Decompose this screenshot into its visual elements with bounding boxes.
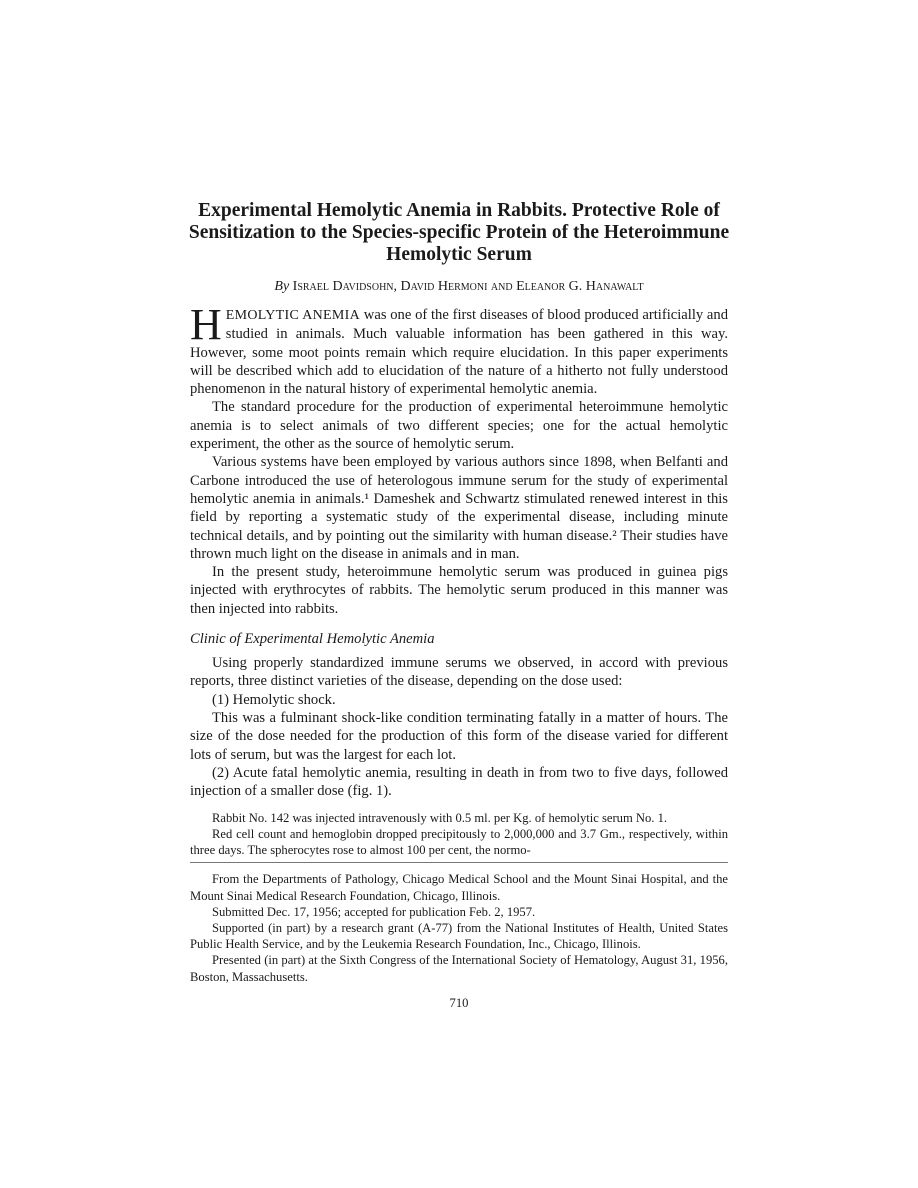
article-body [190, 300, 728, 1011]
paragraph: In the present study, heteroimmune hemolytic serum was produced in guinea pigs injected with erythrocytes of rabbits. The hemolytic serum produced in this manner was then injected into rabbits. [190, 564, 728, 617]
paragraph: (2) Acute fatal hemolytic anemia, resulting in death in from two to five days, followed injection of a smaller dose (fig. 1). [190, 764, 728, 800]
case-paragraph: Red cell count and hemoglobin dropped precipitously to 2,000,000 and 3.7 Gm., respectively, within three days. The spherocytes rose to almost 100 per cent, the normo- [190, 827, 728, 858]
byline-prefix: By [274, 279, 290, 294]
section-heading: Clinic of Experimental Hemolytic Anemia [190, 631, 435, 648]
page-number: 710 [449, 995, 469, 1010]
article-title: Experimental Hemolytic Anemia in Rabbits. Protective Role of Sensitization to the Species-specific Protein of the Heteroimmune Hemolytic Serum [188, 200, 730, 265]
paragraph: The standard procedure for the production of experimental heteroimmune hemolytic anemia is to select animals of two different species; one for the actual hemolytic experiment, the other as the source of hemolytic serum. [190, 399, 728, 453]
footnote: Supported (in part) by a research grant (A-77) from the National Institutes of Health, United States Public Health Service, and by the Leukemia Research Foundation, Inc., Chicago, Illinois. [190, 921, 728, 952]
paragraph: Various systems have been employed by various authors since 1898, when Belfanti and Carbone introduced the use of heterologous immune serum for the study of experimental hemolytic anemia in animals.¹ Dameshek and Schwartz stimulated renewed interest in this field by reporting a systematic study of the experimental disease, including minute technical details, and by pointing out the similarity with human disease.² Their studies have thrown much light on the disease in animals and in man. [190, 454, 728, 562]
byline [190, 278, 728, 296]
paragraph: This was a fulminant shock-like condition terminating fatally in a matter of hours. The size of the dose needed for the production of this form of the disease varied for different lots of serum, but was the largest for each lot. [190, 709, 728, 763]
footnote: Presented (in part) at the Sixth Congress of the International Society of Hematology, August 31, 1956, Boston, Massachusetts. [190, 953, 728, 984]
drop-cap: H [190, 300, 222, 349]
intro-paragraph [190, 300, 728, 398]
intro-caps: EMOLYTIC ANEMIA [225, 308, 361, 323]
paragraph: Using properly standardized immune serums we observed, in accord with previous reports, three distinct varieties of the disease, depending on the dose used: [190, 655, 728, 690]
footnote: Submitted Dec. 17, 1956; accepted for publication Feb. 2, 1957. [212, 904, 536, 919]
case-paragraph: Rabbit No. 142 was injected intravenously with 0.5 ml. per Kg. of hemolytic serum No. 1. [212, 811, 668, 826]
footnote: From the Departments of Pathology, Chicago Medical School and the Mount Sinai Hospital, and the Mount Sinai Medical Research Foundation, Chicago, Illinois. [190, 872, 728, 903]
intro-text: was one of the first diseases of blood produced artificially and studied in animals. Much valuable information has been gathered in this way. However, some moot points remain which require elucidation. In this paper experiments will be described which add to elucidation of the nature of a hitherto not fully understood phenomenon in the natural history of experimental hemolytic anemia. [190, 307, 728, 398]
authors: Israel Davidsohn, David Hermoni and Eleanor G. Hanawalt [292, 279, 644, 294]
footnote-divider [190, 862, 728, 863]
case-report [190, 810, 728, 858]
footnotes [190, 871, 728, 984]
paragraph: (1) Hemolytic shock. [212, 691, 336, 708]
